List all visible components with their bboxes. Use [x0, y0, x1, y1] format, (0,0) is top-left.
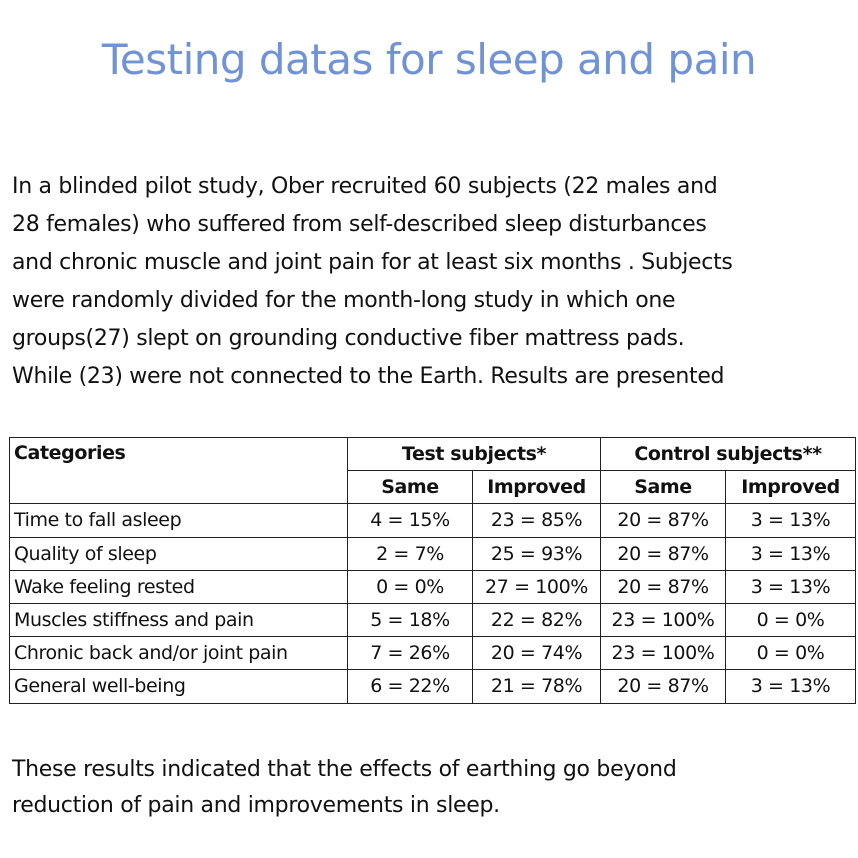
control-improved-header: Improved [726, 471, 856, 504]
control-improved-cell: 0 = 0% [726, 603, 856, 636]
intro-paragraph [12, 168, 852, 396]
intro-line: In a blinded pilot study, Ober recruited 60 subjects (22 males and [12, 174, 718, 199]
test-improved-cell: 22 = 82% [473, 603, 601, 636]
conclusion-paragraph [12, 752, 852, 824]
test-subjects-header: Test subjects* [348, 438, 601, 471]
control-improved-cell: 3 = 13% [726, 537, 856, 570]
category-cell: Quality of sleep [10, 537, 348, 570]
intro-line: were randomly divided for the month-long study in which one [12, 288, 676, 313]
intro-line: While (23) were not connected to the Earth. Results are presented [12, 364, 725, 389]
categories-header: Categories [10, 438, 348, 504]
control-improved-cell: 3 = 13% [726, 504, 856, 537]
control-same-cell: 23 = 100% [601, 637, 726, 670]
table-row [10, 537, 856, 570]
results-table [9, 437, 856, 704]
conclusion-line: These results indicated that the effects of earthing go beyond [12, 757, 677, 782]
category-cell: General well-being [10, 670, 348, 703]
category-cell: Time to fall asleep [10, 504, 348, 537]
conclusion-line: reduction of pain and improvements in sleep. [12, 793, 500, 818]
category-cell: Chronic back and/or joint pain [10, 637, 348, 670]
control-same-cell: 20 = 87% [601, 570, 726, 603]
control-improved-cell: 0 = 0% [726, 637, 856, 670]
test-same-cell: 6 = 22% [348, 670, 473, 703]
intro-line: 28 females) who suffered from self-described sleep disturbances [12, 212, 707, 237]
test-improved-cell: 23 = 85% [473, 504, 601, 537]
intro-line: and chronic muscle and joint pain for at least six months . Subjects [12, 250, 733, 275]
control-same-cell: 20 = 87% [601, 537, 726, 570]
control-same-cell: 23 = 100% [601, 603, 726, 636]
test-improved-cell: 20 = 74% [473, 637, 601, 670]
table-header-row [10, 438, 856, 471]
category-cell: Muscles stiffness and pain [10, 603, 348, 636]
test-same-cell: 0 = 0% [348, 570, 473, 603]
test-same-cell: 4 = 15% [348, 504, 473, 537]
control-same-header: Same [601, 471, 726, 504]
intro-line: groups(27) slept on grounding conductive fiber mattress pads. [12, 326, 685, 351]
test-same-cell: 5 = 18% [348, 603, 473, 636]
page-title: Testing datas for sleep and pain [101, 35, 757, 84]
control-subjects-header: Control subjects** [601, 438, 856, 471]
test-improved-header: Improved [473, 471, 601, 504]
table-row [10, 637, 856, 670]
control-same-cell: 20 = 87% [601, 670, 726, 703]
control-improved-cell: 3 = 13% [726, 570, 856, 603]
test-improved-cell: 27 = 100% [473, 570, 601, 603]
category-cell: Wake feeling rested [10, 570, 348, 603]
table-row [10, 570, 856, 603]
table-row [10, 603, 856, 636]
test-same-cell: 2 = 7% [348, 537, 473, 570]
test-same-cell: 7 = 26% [348, 637, 473, 670]
table-row [10, 670, 856, 703]
test-same-header: Same [348, 471, 473, 504]
control-improved-cell: 3 = 13% [726, 670, 856, 703]
test-improved-cell: 25 = 93% [473, 537, 601, 570]
table-row [10, 504, 856, 537]
control-same-cell: 20 = 87% [601, 504, 726, 537]
test-improved-cell: 21 = 78% [473, 670, 601, 703]
